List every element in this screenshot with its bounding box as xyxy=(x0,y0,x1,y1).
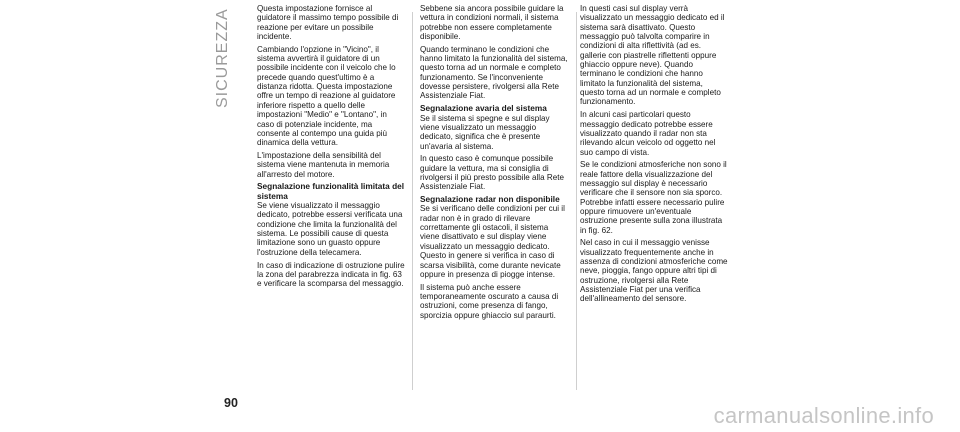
section-heading: Segnalazione radar non disponibile xyxy=(420,194,560,205)
paragraph: L'impostazione della sensibilità del sistema viene mantenuta in memoria all'arresto del motore. xyxy=(257,150,390,179)
text-column-3 xyxy=(580,4,728,307)
column-divider xyxy=(412,12,413,390)
column-divider xyxy=(576,12,577,390)
paragraph: Se le condizioni atmosferiche non sono il reale fattore della visualizzazione del messaggio sul display è necessario verificare che il sensore non sia sporco. Potrebbe infatti essere necessario pulire oppure rimuovere un'eventuale ostruzione presente sulla zona illustrata in fig. 62. xyxy=(580,160,727,235)
text-column-1 xyxy=(257,4,405,292)
watermark: carmanualsonline.info xyxy=(713,403,934,428)
paragraph: In questo caso è comunque possibile guidare la vettura, ma si consiglia di rivolgersi il più presto possibile alla Rete Assistenziale Fiat. xyxy=(420,154,564,192)
paragraph: Nel caso in cui il messaggio venisse visualizzato frequentemente anche in assenza di condizioni atmosferiche come neve, pioggia, fango oppure altri tipi di ostruzione, rivolgersi alla Rete Assistenziale Fiat per una verifica dell'allineamento del sensore. xyxy=(580,238,728,304)
paragraph: Il sistema può anche essere temporaneamente oscurato a causa di ostruzioni, come presenza di fango, sporcizia oppure ghiaccio sul paraurti. xyxy=(420,282,559,320)
paragraph: In questi casi sul display verrà visualizzato un messaggio dedicato ed il sistema sarà disattivato. Questo messaggio può talvolta comparire in condizioni di alta riflettività (ad es. gallerie con piastrelle riflettenti oppure ghiaccio oppure neve). Quando terminano le condizioni che hanno limitato la funzionalità del sistema, questo torna ad un normale e completo funzionamento. xyxy=(580,4,725,107)
paragraph: Cambiando l'opzione in "Vicino", il sistema avvertirà il guidatore di un possibile incidente con il veicolo che lo precede quando quest'ultimo è a distanza ridotta. Questa impostazione offre un tempo di reazione al guidatore inferiore rispetto a quello delle impostazioni "Medio" e "Lontano", in caso di potenziale incidente, ma consente al contempo una guida più dinamica della vettura. xyxy=(257,44,396,148)
paragraph: In alcuni casi particolari questo messaggio dedicato potrebbe essere visualizzato quando il radar non sta rilevando alcun veicolo od oggetto nel suo campo di vista. xyxy=(580,110,716,157)
paragraph: Questa impostazione fornisce al guidatore il massimo tempo possibile di reazione per evitare un possibile incidente. xyxy=(257,4,399,42)
section-heading: Segnalazione funzionalità limitata del sistema xyxy=(257,181,405,201)
section-label: SICUREZZA xyxy=(214,8,231,108)
section-heading: Segnalazione avaria del sistema xyxy=(420,103,547,114)
paragraph: Se viene visualizzato il messaggio dedicato, potrebbe essersi verificata una condizione che limita la funzionalità del sistema. Le possibili cause di questa limitazione sono un guasto oppure l'ostruzione della telecamera. xyxy=(257,201,403,257)
paragraph: Sebbene sia ancora possibile guidare la vettura in condizioni normali, il sistema potrebbe non essere completamente disponibile. xyxy=(420,4,564,42)
paragraph: In caso di indicazione di ostruzione pulire la zona del parabrezza indicata in fig. 63 e verificare la scomparsa del messaggio. xyxy=(257,260,405,289)
page-number: 90 xyxy=(224,396,238,410)
paragraph: Se si verificano delle condizioni per cui il radar non è in grado di rilevare correttamente gli ostacoli, il sistema viene disattivato e sul display viene visualizzato un messaggio dedicato. Questo in genere si verifica in caso di scarsa visibilità, come durante nevicate oppure in presenza di piogge intense. xyxy=(420,204,565,279)
paragraph: Se il sistema si spegne e sul display viene visualizzato un messaggio dedicato, significa che è presente un'avaria al sistema. xyxy=(420,113,550,151)
text-column-2 xyxy=(420,4,568,323)
paragraph: Quando terminano le condizioni che hanno limitato la funzionalità del sistema, questo torna ad un normale e completo funzionamento. Se l'inconveniente dovesse persistere, rivolgersi alla Rete Assistenziale Fiat. xyxy=(420,44,568,101)
